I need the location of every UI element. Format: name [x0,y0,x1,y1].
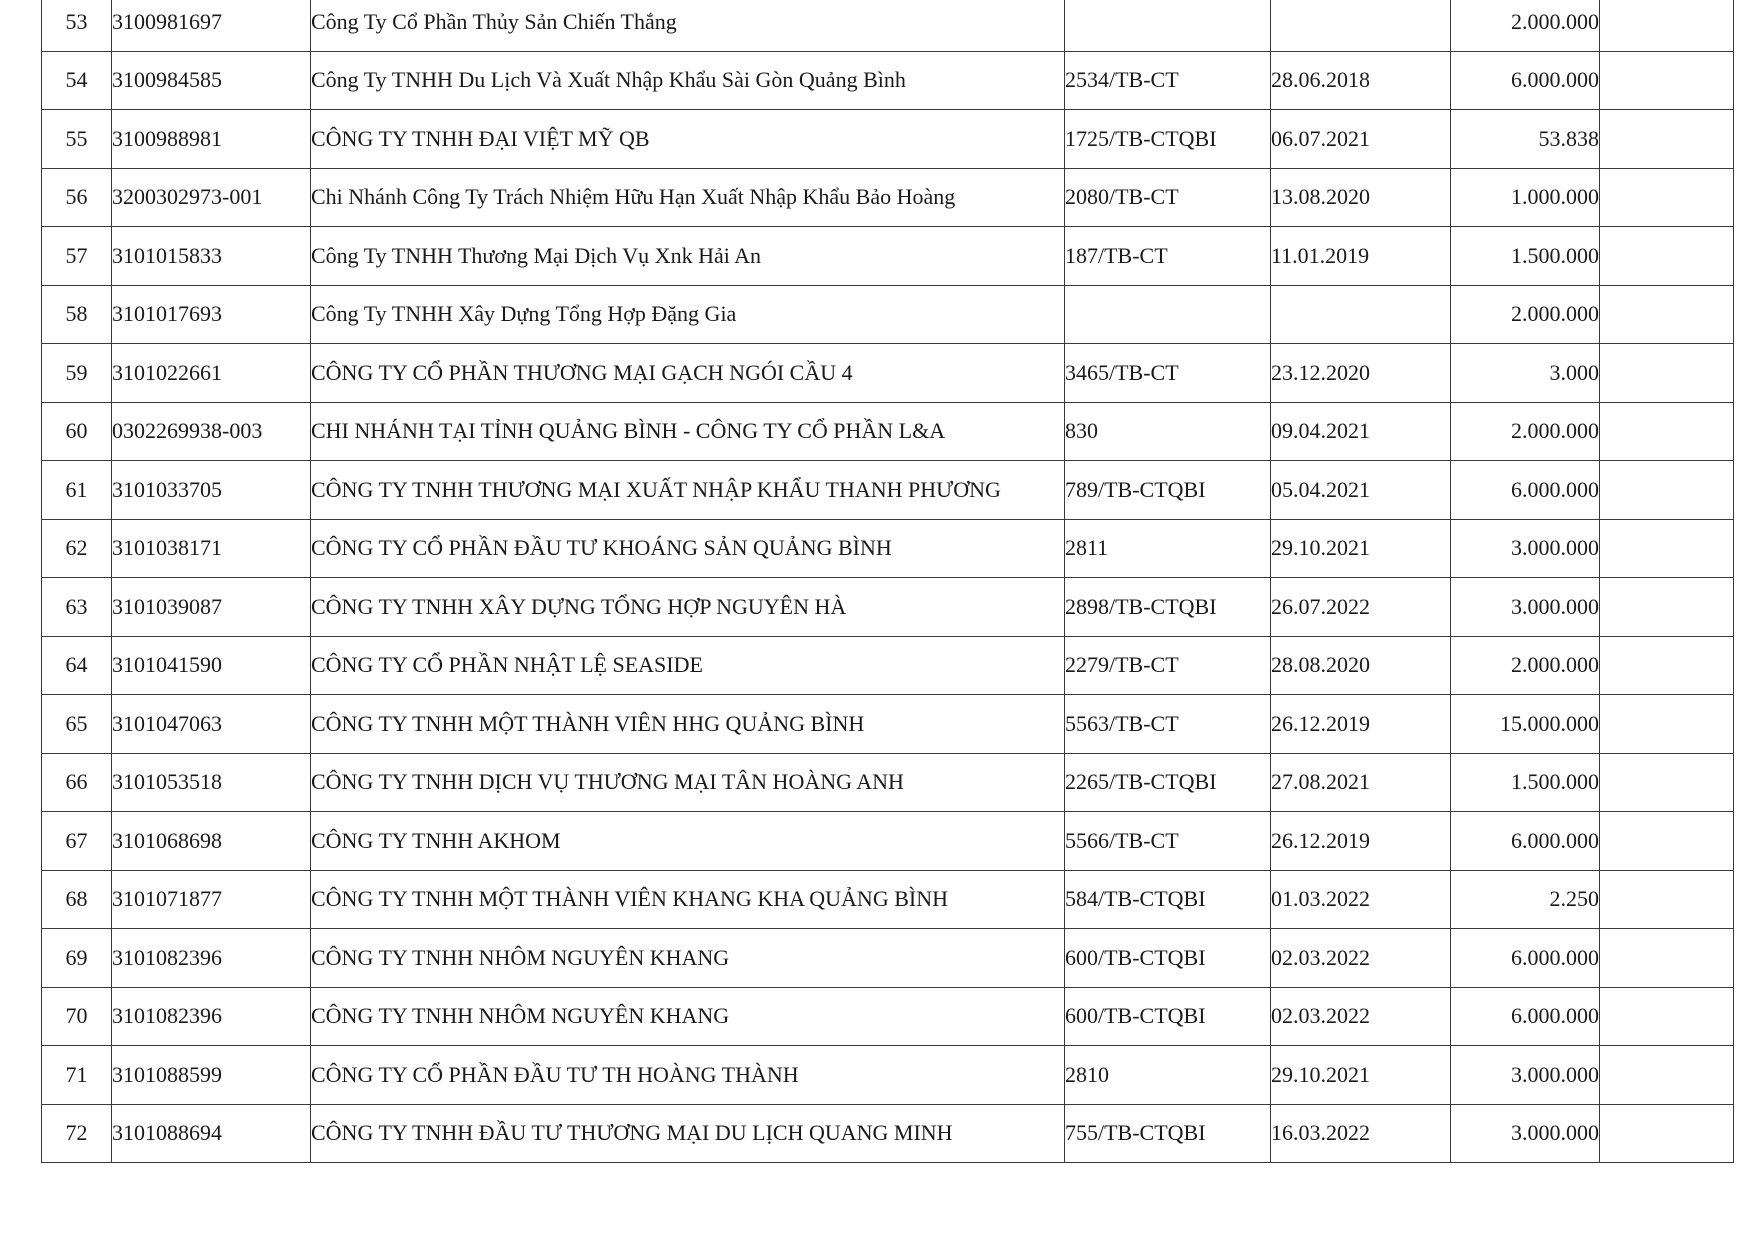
cell-note [1600,519,1734,578]
cell-note [1600,578,1734,637]
cell-company-name: CÔNG TY TNHH ĐẦU TƯ THƯƠNG MẠI DU LỊCH QUANG MINH [311,1104,1065,1163]
cell-note [1600,285,1734,344]
cell-note [1600,987,1734,1046]
cell-notice-date: 26.12.2019 [1271,812,1451,871]
cell-note [1600,344,1734,403]
cell-note [1600,51,1734,110]
table-row [42,1104,1734,1163]
cell-notice-number: 789/TB-CTQBI [1065,461,1271,520]
cell-company-name: CÔNG TY TNHH MỘT THÀNH VIÊN HHG QUẢNG BÌNH [311,695,1065,754]
table-row [42,168,1734,227]
cell-tax-code: 3101022661 [112,344,311,403]
cell-tax-code: 3101038171 [112,519,311,578]
cell-amount: 1.500.000 [1451,753,1600,812]
cell-note [1600,168,1734,227]
cell-amount: 6.000.000 [1451,987,1600,1046]
cell-notice-number: 2279/TB-CT [1065,636,1271,695]
cell-notice-date: 16.03.2022 [1271,1104,1451,1163]
cell-tax-code: 3101047063 [112,695,311,754]
cell-company-name: Công Ty TNHH Du Lịch Và Xuất Nhập Khẩu Sài Gòn Quảng Bình [311,51,1065,110]
cell-note [1600,695,1734,754]
table-row [42,753,1734,812]
cell-tax-code: 3100981697 [112,0,311,51]
cell-note [1600,402,1734,461]
cell-amount: 3.000.000 [1451,1046,1600,1105]
cell-notice-number: 2898/TB-CTQBI [1065,578,1271,637]
cell-tax-code: 3101041590 [112,636,311,695]
cell-stt: 67 [42,812,112,871]
cell-notice-date: 27.08.2021 [1271,753,1451,812]
cell-note [1600,227,1734,286]
table-row [42,0,1734,51]
cell-amount: 3.000 [1451,344,1600,403]
cell-notice-number: 187/TB-CT [1065,227,1271,286]
company-list-table [41,0,1734,1163]
cell-tax-code: 0302269938-003 [112,402,311,461]
cell-notice-date: 28.08.2020 [1271,636,1451,695]
cell-company-name: CÔNG TY CỔ PHẦN THƯƠNG MẠI GẠCH NGÓI CẦU 4 [311,344,1065,403]
cell-notice-date [1271,285,1451,344]
cell-notice-date: 26.12.2019 [1271,695,1451,754]
cell-tax-code: 3101082396 [112,987,311,1046]
cell-company-name: Công Ty TNHH Xây Dựng Tổng Hợp Đặng Gia [311,285,1065,344]
cell-notice-number: 2080/TB-CT [1065,168,1271,227]
cell-company-name: CÔNG TY TNHH THƯƠNG MẠI XUẤT NHẬP KHẨU THANH PHƯƠNG [311,461,1065,520]
cell-stt: 66 [42,753,112,812]
cell-stt: 55 [42,110,112,169]
cell-notice-number: 1725/TB-CTQBI [1065,110,1271,169]
table-row [42,1046,1734,1105]
cell-stt: 65 [42,695,112,754]
cell-note [1600,110,1734,169]
cell-company-name: CÔNG TY TNHH DỊCH VỤ THƯƠNG MẠI TÂN HOÀNG ANH [311,753,1065,812]
cell-amount: 3.000.000 [1451,1104,1600,1163]
cell-notice-number: 584/TB-CTQBI [1065,870,1271,929]
cell-note [1600,0,1734,51]
cell-note [1600,812,1734,871]
table-row [42,285,1734,344]
cell-stt: 64 [42,636,112,695]
cell-tax-code: 3200302973-001 [112,168,311,227]
cell-note [1600,636,1734,695]
cell-notice-date: 26.07.2022 [1271,578,1451,637]
cell-stt: 53 [42,0,112,51]
cell-tax-code: 3101088694 [112,1104,311,1163]
table-row [42,636,1734,695]
cell-stt: 68 [42,870,112,929]
cell-amount: 53.838 [1451,110,1600,169]
table-row [42,870,1734,929]
cell-tax-code: 3101053518 [112,753,311,812]
cell-amount: 2.000.000 [1451,0,1600,51]
cell-amount: 6.000.000 [1451,929,1600,988]
cell-notice-number: 3465/TB-CT [1065,344,1271,403]
cell-company-name: Công Ty Cổ Phần Thủy Sản Chiến Thắng [311,0,1065,51]
cell-tax-code: 3101068698 [112,812,311,871]
cell-amount: 15.000.000 [1451,695,1600,754]
cell-stt: 70 [42,987,112,1046]
cell-notice-number: 600/TB-CTQBI [1065,929,1271,988]
cell-notice-number: 755/TB-CTQBI [1065,1104,1271,1163]
table-row [42,402,1734,461]
cell-company-name: CÔNG TY CỔ PHẦN ĐẦU TƯ KHOÁNG SẢN QUẢNG BÌNH [311,519,1065,578]
cell-notice-date: 28.06.2018 [1271,51,1451,110]
cell-amount: 6.000.000 [1451,812,1600,871]
cell-amount: 3.000.000 [1451,519,1600,578]
cell-amount: 2.000.000 [1451,285,1600,344]
cell-notice-date: 23.12.2020 [1271,344,1451,403]
cell-stt: 71 [42,1046,112,1105]
table-row [42,110,1734,169]
table-row [42,519,1734,578]
cell-notice-number: 5566/TB-CT [1065,812,1271,871]
cell-company-name: CHI NHÁNH TẠI TỈNH QUẢNG BÌNH - CÔNG TY CỔ PHẦN L&A [311,402,1065,461]
cell-tax-code: 3100988981 [112,110,311,169]
cell-notice-date: 05.04.2021 [1271,461,1451,520]
cell-tax-code: 3101033705 [112,461,311,520]
cell-note [1600,753,1734,812]
table-row [42,227,1734,286]
table-body [42,0,1734,1163]
cell-stt: 72 [42,1104,112,1163]
cell-tax-code: 3101039087 [112,578,311,637]
table-row [42,578,1734,637]
table-row [42,812,1734,871]
cell-stt: 58 [42,285,112,344]
cell-notice-date: 13.08.2020 [1271,168,1451,227]
cell-company-name: CÔNG TY TNHH XÂY DỰNG TỔNG HỢP NGUYÊN HÀ [311,578,1065,637]
cell-stt: 57 [42,227,112,286]
cell-stt: 61 [42,461,112,520]
cell-notice-number [1065,0,1271,51]
cell-notice-date: 02.03.2022 [1271,929,1451,988]
cell-notice-number: 830 [1065,402,1271,461]
cell-amount: 3.000.000 [1451,578,1600,637]
cell-company-name: CÔNG TY CỔ PHẦN NHẬT LỆ SEASIDE [311,636,1065,695]
cell-amount: 2.000.000 [1451,636,1600,695]
cell-note [1600,461,1734,520]
table-row [42,461,1734,520]
cell-notice-date: 02.03.2022 [1271,987,1451,1046]
cell-company-name: CÔNG TY CỔ PHẦN ĐẦU TƯ TH HOÀNG THÀNH [311,1046,1065,1105]
cell-note [1600,929,1734,988]
cell-amount: 6.000.000 [1451,51,1600,110]
cell-notice-number: 2265/TB-CTQBI [1065,753,1271,812]
cell-notice-number: 2810 [1065,1046,1271,1105]
cell-notice-number: 5563/TB-CT [1065,695,1271,754]
table-row [42,344,1734,403]
table-row [42,51,1734,110]
cell-notice-date: 01.03.2022 [1271,870,1451,929]
cell-company-name: Chi Nhánh Công Ty Trách Nhiệm Hữu Hạn Xuất Nhập Khẩu Bảo Hoàng [311,168,1065,227]
cell-company-name: CÔNG TY TNHH MỘT THÀNH VIÊN KHANG KHA QUẢNG BÌNH [311,870,1065,929]
cell-notice-date: 29.10.2021 [1271,519,1451,578]
cell-stt: 59 [42,344,112,403]
cell-company-name: Công Ty TNHH Thương Mại Dịch Vụ Xnk Hải An [311,227,1065,286]
table-row [42,929,1734,988]
cell-tax-code: 3100984585 [112,51,311,110]
cell-notice-date: 06.07.2021 [1271,110,1451,169]
cell-company-name: CÔNG TY TNHH NHÔM NGUYÊN KHANG [311,929,1065,988]
cell-notice-date: 11.01.2019 [1271,227,1451,286]
cell-note [1600,870,1734,929]
cell-stt: 69 [42,929,112,988]
table-row [42,987,1734,1046]
cell-notice-date: 09.04.2021 [1271,402,1451,461]
cell-stt: 62 [42,519,112,578]
table-row [42,695,1734,754]
cell-stt: 63 [42,578,112,637]
cell-note [1600,1104,1734,1163]
cell-amount: 2.250 [1451,870,1600,929]
cell-tax-code: 3101015833 [112,227,311,286]
cell-notice-number: 600/TB-CTQBI [1065,987,1271,1046]
cell-notice-date: 29.10.2021 [1271,1046,1451,1105]
cell-amount: 1.000.000 [1451,168,1600,227]
cell-stt: 56 [42,168,112,227]
cell-notice-number [1065,285,1271,344]
cell-notice-date [1271,0,1451,51]
cell-tax-code: 3101017693 [112,285,311,344]
cell-stt: 54 [42,51,112,110]
cell-stt: 60 [42,402,112,461]
cell-note [1600,1046,1734,1105]
cell-notice-number: 2534/TB-CT [1065,51,1271,110]
cell-company-name: CÔNG TY TNHH NHÔM NGUYÊN KHANG [311,987,1065,1046]
cell-tax-code: 3101088599 [112,1046,311,1105]
cell-notice-number: 2811 [1065,519,1271,578]
cell-amount: 6.000.000 [1451,461,1600,520]
cell-tax-code: 3101071877 [112,870,311,929]
cell-amount: 1.500.000 [1451,227,1600,286]
cell-company-name: CÔNG TY TNHH AKHOM [311,812,1065,871]
cell-company-name: CÔNG TY TNHH ĐẠI VIỆT MỸ QB [311,110,1065,169]
cell-amount: 2.000.000 [1451,402,1600,461]
cell-tax-code: 3101082396 [112,929,311,988]
